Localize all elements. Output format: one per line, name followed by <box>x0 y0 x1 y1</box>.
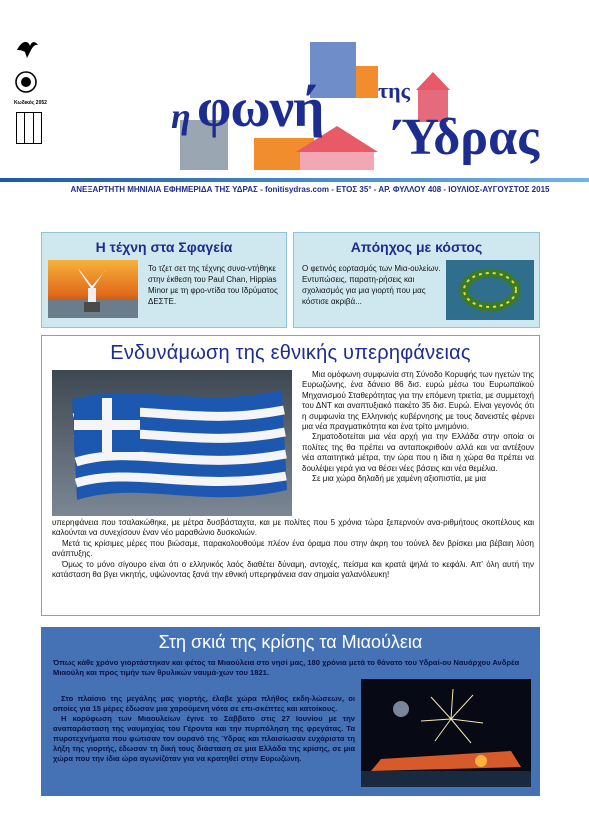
article-paragraph: Σηματοδοτείται μια νέα αρχή για την Ελλάδα στην οποία οι πολίτες της θα πρέπει να ανταποκριθούν αλλά και να αντέξουν νέα απαιτητικά μέτρα, την ώρα που η ίδια η χώρα θα πρέπει να δουλέψει γερά για να θέσει νέες βάσεις και νέα θεμέλια. <box>302 432 534 473</box>
article-paragraph: Όμως το μόνο σίγουρο είναι ότι ο ελληνικός λαός διαθέτει δύναμη, αντοχές, πείσμα και κρατά ψηλά το κεφάλι. Απ' όλη αυτή την κατάσταση θα βγει νικητής, υψώνοντας ξανά την εθνική υπερηφάνεια σαν σημαία γαλανόλευκη! <box>52 559 534 580</box>
main-article <box>41 335 540 616</box>
teaser-art[interactable] <box>41 232 287 328</box>
article-paragraph: Μετά τις κρίσιμες μέρες που βιώσαμε, παρακολουθούμε πλέον ένα όραμα που στην άκρη του τούνελ δεν βρίσκει μια βέβαιη λύση ανάπτυξης. <box>52 538 534 559</box>
postage-stamp-box <box>16 112 42 144</box>
fireworks-photo <box>361 679 531 787</box>
teaser-miaoulia-cost[interactable] <box>293 232 540 328</box>
masthead-title-ydras: Ύδρας <box>394 109 540 166</box>
main-article-title: Ενδυνάμωση της εθνικής υπερηφάνειας <box>110 342 471 364</box>
miaoulia-column <box>53 694 355 764</box>
seagull-logo-icon <box>14 36 40 62</box>
main-article-full-width <box>52 518 534 580</box>
teaser-title: Απόηχος με κόστος <box>350 239 483 255</box>
miaoulia-article <box>41 627 540 796</box>
greek-flag-photo <box>52 370 292 516</box>
masthead <box>0 0 589 182</box>
sculpture-photo <box>48 260 138 318</box>
code-label: Κωδικός 2052 <box>14 100 47 106</box>
masthead-title-tis: της <box>378 78 410 103</box>
teaser-title: Η τέχνη στα Σφαγεία <box>95 239 233 255</box>
teaser-text: Ο φετινός εορτασμός των Μια-ουλείων. Εντυπώσεις, παρατη-ρήσεις και σχολιασμός για μια γιορτή που μας κόστισε ακριβά... <box>302 264 441 306</box>
left-strip <box>14 36 47 106</box>
miaoulia-article-title: Στη σκιά της κρίσης τα Μιαούλεια <box>158 632 423 652</box>
article-paragraph: Σε μια χώρα δηλαδή με χαμένη αξιοπιστία, με μια <box>312 474 486 484</box>
teaser-text: Το τζετ σετ της τέχνης συνα-ντήθηκε στην έκθεση του Paul Chan, Hippias Minor με τη φρο-ντίδα του Ιδρύματος ΔΕΣΤΕ. <box>148 264 278 306</box>
miaoulia-lead: Όπως κάθε χρόνο γιορτάστηκαν και φέτος τα Μιαούλεια στο νησί μας, 180 χρόνια μετά το θάνατο του Υδραί-ου Ναυάρχου Ανδρέα Μιαούλη και προς τιμήν των θρυλικών ναυμά-χων του 1821. <box>53 658 520 677</box>
masthead-divider <box>0 178 589 182</box>
masthead-title-main: φωνή <box>197 77 324 138</box>
article-paragraph: Η κορύφωση των Μιαουλείων έγινε το Σάββατο στις 27 Ιουνίου με την αναπαράσταση της ναυμαχίας του Γέροντα και την πυρπόληση της φρεγάτας. Τα πυροτεχνήματα που φώτισαν τον ουρανό της Ύδρας και πλαισίωσαν ευχάριστα τη λήξη της γιορτής, έδωσαν τη δική τους διάσταση σε μια Ελλάδα της κρίσης, σε μια χώρα που την ίδια ώρα αγωνίζόταν για να κρατηθεί στην Ευρωζώνη. <box>53 714 355 763</box>
article-paragraph: Στο πλαίσιο της μεγάλης μας γιορτής, έλαβε χώρα πλήθος εκδη-λώσεων, οι οποίες για 15 μέρες έδωσαν μια χαρούμενη νότα σε επι-σκέπτες και κατοίκους. <box>53 694 355 713</box>
wreath-photo <box>446 260 534 320</box>
masthead-title-article: η <box>171 96 191 136</box>
article-paragraph: υπερηφάνεια που τσαλακώθηκε, με μέτρα δυσβάσταχτα, και με πολίτες που 5 χρόνια τώρα ξεπερνούν ανα-ριθμήτους σκοπέλους και καλούνται να συνεχίσουν έναν νέο μαραθώνιο δυσκολιών. <box>52 518 534 538</box>
masthead-tagline: ΑΝΕΞΑΡΤΗΤΗ ΜΗΝΙΑΙΑ ΕΦΗΜΕΡΙΔΑ ΤΗΣ ΥΔΡΑΣ - fonitisydras.com - ΕΤΟΣ 35° - ΑΡ. ΦΥΛΛΟΥ 408 - ΙΟΥΛΙΟΣ-ΑΥΓΟΥΣΤΟΣ 2015 <box>70 185 550 194</box>
article-paragraph: Μια ομόφωνη συμφωνία στη Σύνοδο Κορυφής των ηγετών της Ευρωζώνης, ένα δάνειο 86 δισ. ευρώ μέσω του Ευρωπαϊκού Μηχανισμού Σταθερότητας για την επόμενη τριετία, με συμμετοχή του ΔΝΤ και αναπτυξιακό πακέτο 35 δισ. Ευρώ. Είναι γεγονός ότι η συμφωνία της Ελληνικής κυβέρνησης με τους δανειστές φέρνει μια νέα πραγματικότητα και ένα τρίτο μνημόνιο. <box>302 370 534 432</box>
main-article-column <box>302 370 534 484</box>
elta-seal-icon <box>15 71 37 93</box>
